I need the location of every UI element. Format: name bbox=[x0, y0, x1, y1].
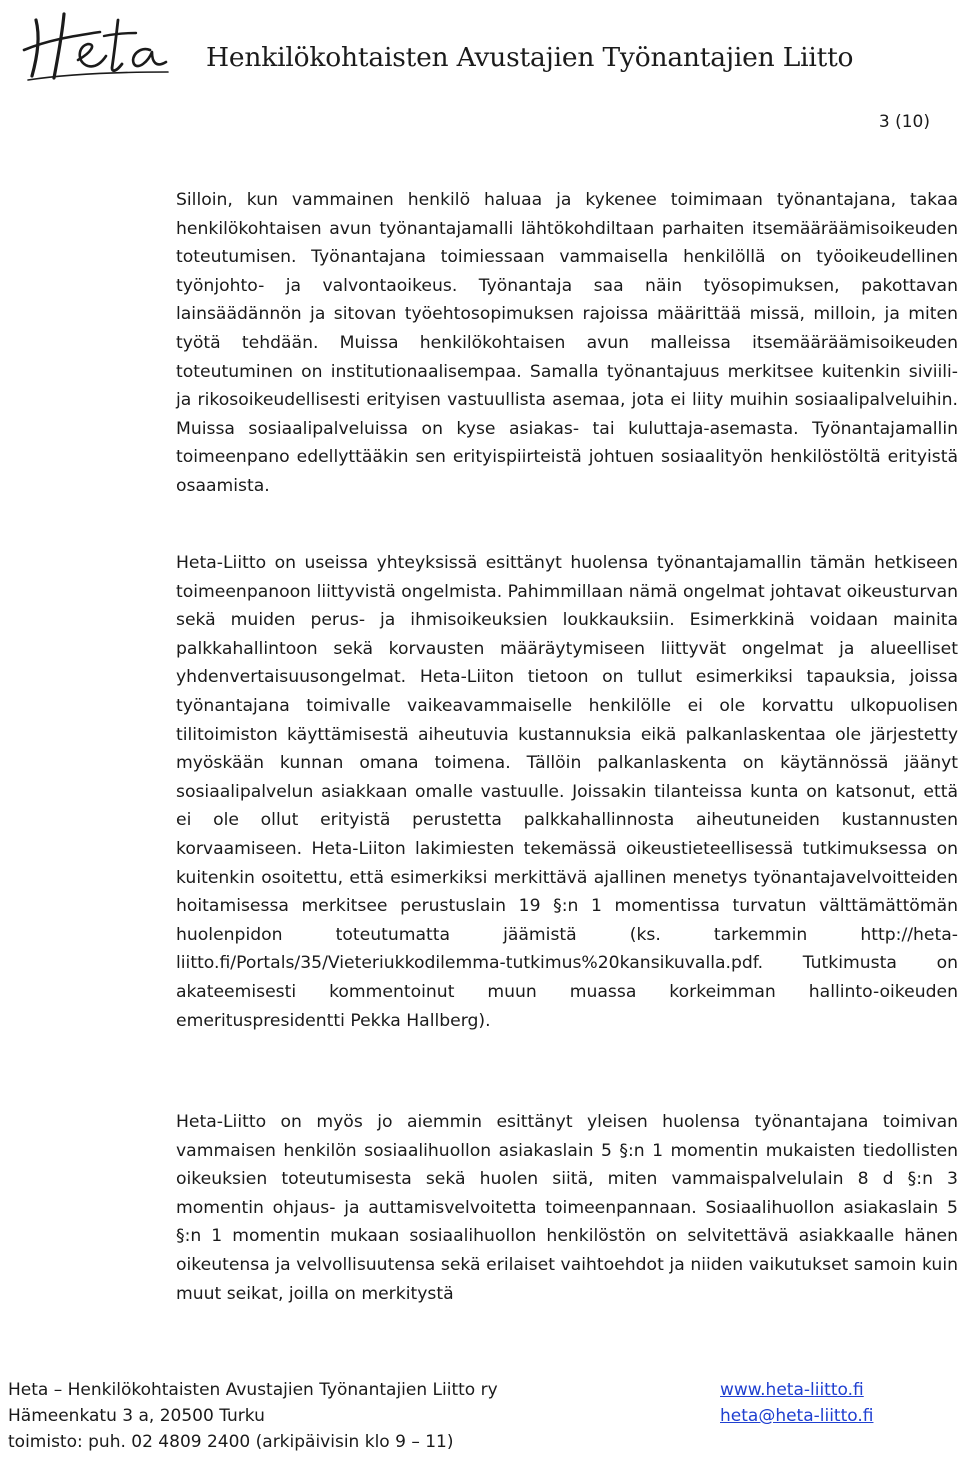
paragraph-text: Heta-Liitto on useissa yhteyksissä esittänyt huolensa työnantajamallin tämän hetkiseen toimeenpanoon liittyvistä ongelmista. Pahimmillaan nämä ongelmat johtavat oikeusturvan sekä muiden perus- ja ihmisoikeuksien loukkauksiin. Esimerkkinä voidaan mainita palkkahallintoon sekä korvausten määräytymiseen liittyvät ongelmat ja alueelliset yhdenvertaisuusongelmat. Heta-Liiton tietoon on tullut esimerkiksi tapauksia, joissa työnantajana toimivalle vaikeavammaiselle henkilölle ei ole korvattu ulkopuolisen tilitoimiston käyttämisestä aiheutuvia kustannuksia eikä palkanlaskentaa ole järjestetty myöskään kunnan omana toimena. Tällöin palkanlaskenta on käytännössä jäänyt sosiaalipalvelun asiakkaan omalle vastuulle. Joissakin tilanteissa kunta on katsonut, että ei ole ollut erityistä perustetta palkkahallinnosta aiheutuneiden kustannusten korvaamiseen. Heta-Liiton lakimiesten tekemässä oikeustieteellisessä tutkimuksessa on kuitenkin osoitettu, että esimerkiksi merkittävä ajallinen menetys työnantajavelvoitteiden hoitamisessa merkitsee perustuslain 19 §:n 1 momentissa turvatun välttämättömän huolenpidon toteutumatta jäämistä (ks. tarkemmin http://heta-liitto.fi/Portals/35/Vieteriukkodilemma-tutkimus%20kansikuvalla.pdf. Tutkimusta on akateemisesti kommentoinut muun muassa korkeimman hallinto-oikeuden emerituspresidentti Pekka Hallberg). bbox=[176, 553, 958, 1031]
body-paragraph-1 bbox=[176, 186, 958, 501]
organization-title: Henkilökohtaisten Avustajien Työnantajien Liitto bbox=[206, 42, 854, 73]
email-link[interactable]: heta@heta-liitto.fi bbox=[720, 1406, 874, 1426]
letterhead bbox=[0, 0, 960, 95]
footer-organization: Heta – Henkilökohtaisten Avustajien Työnantajien Liitto ry bbox=[8, 1380, 498, 1400]
website-link[interactable]: www.heta-liitto.fi bbox=[720, 1380, 864, 1400]
footer-links-block bbox=[720, 1377, 873, 1429]
body-paragraph-2 bbox=[176, 549, 958, 1035]
body-paragraph-3 bbox=[176, 1108, 958, 1308]
footer-contact-block bbox=[8, 1377, 498, 1455]
page-number: 3 (10) bbox=[878, 112, 930, 132]
footer-address: Hämeenkatu 3 a, 20500 Turku bbox=[8, 1406, 265, 1426]
paragraph-text: Silloin, kun vammainen henkilö haluaa ja kykenee toimimaan työnantajana, takaa henkilökohtaisen avun työnantajamalli lähtökohdiltaan parhaiten itsemääräämisoikeuden toteutumisen. Työnantajana toimiessaan vammaisella henkilöllä on työoikeudellinen työnjohto- ja valvontaoikeus. Työnantaja saa näin työsopimuksen, pakottavan lainsäädännön ja sitovan työehtosopimuksen rajoissa määrittää missä, milloin, ja miten työtä tehdään. Muissa henkilökohtaisen avun malleissa itsemääräämisoikeuden toteutuminen on institutionaalisempaa. Samalla työnantajuus merkitsee kuitenkin siviili- ja rikosoikeudellisesti erityisen vastuullista asemaa, jota ei liity muihin sosiaalipalveluihin. Muissa sosiaalipalveluissa on kyse asiakas- tai kuluttaja-asemasta. Työnantajamallin toimeenpano edellyttääkin sen erityispiirteistä johtuen sosiaalityön henkilöstöltä erityistä osaamista. bbox=[176, 190, 958, 496]
paragraph-text: Heta-Liitto on myös jo aiemmin esittänyt yleisen huolensa työnantajana toimivan vammaisen henkilön sosiaalihuollon asiakaslain 5 §:n 1 momentin mukaisten tiedollisten oikeuksien toteutumisesta sekä huolen siitä, miten vammaispalvelulain 8 d §:n 3 momentin ohjaus- ja auttamisvelvoitetta toimeenpannaan. Sosiaalihuollon asiakaslain 5 §:n 1 momentin mukaan sosiaalihuollon henkilöstön on selvitettävä asiakkaalle hänen oikeutensa ja velvollisuutensa sekä erilaiset vaihtoehdot ja niiden vaikutukset samoin kuin muut seikat, joilla on merkitystä bbox=[176, 1112, 958, 1304]
footer-phone: toimisto: puh. 02 4809 2400 (arkipäivisin klo 9 – 11) bbox=[8, 1432, 454, 1452]
heta-logo bbox=[18, 6, 178, 86]
